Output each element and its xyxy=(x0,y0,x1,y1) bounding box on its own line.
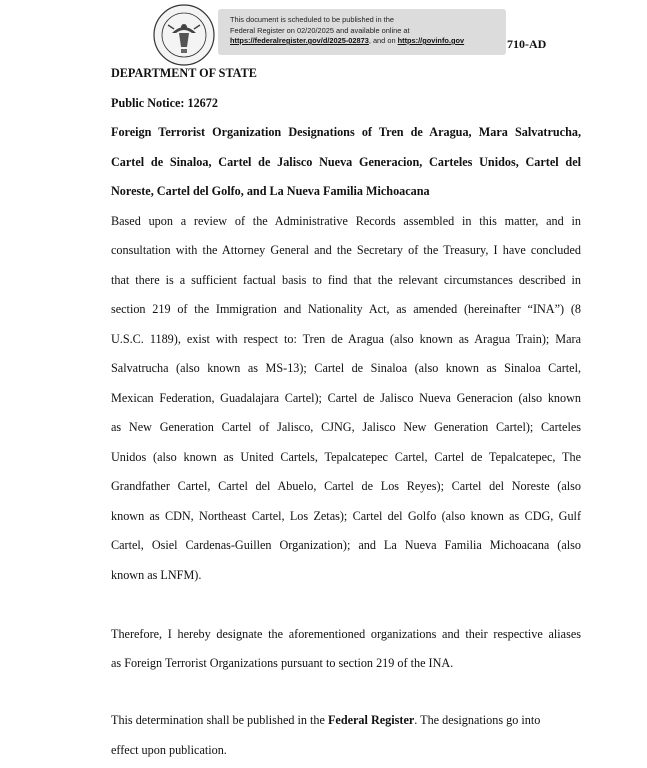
public-notice-number: Public Notice: 12672 xyxy=(111,96,218,110)
notice-mid-text: , and on xyxy=(368,36,398,45)
paragraph-line: Cartel, Osiel Cardenas-Guillen Organization); and La Nueva Familia Michoacana (also xyxy=(111,538,581,552)
paragraph-line: that there is a sufficient factual basis to find that the relevant circumstances described in xyxy=(111,273,581,287)
notice-line-2: Federal Register on 02/20/2025 and available online at xyxy=(230,25,410,35)
govinfo-link[interactable]: https://govinfo.gov xyxy=(397,36,465,45)
para3-prefix: This determination shall be published in the xyxy=(111,713,328,727)
paragraph-line: effect upon publication. xyxy=(111,743,227,757)
publication-notice-box xyxy=(218,9,506,55)
paragraph-line: Mexican Federation, Guadalajara Cartel); Cartel de Jalisco Nueva Generacion (also known xyxy=(111,391,581,405)
department-heading: DEPARTMENT OF STATE xyxy=(111,66,257,80)
paragraph-line: section 219 of the Immigration and Nationality Act, as amended (hereinafter “INA”) (8 xyxy=(111,302,581,316)
para3-suffix: . The designations go into xyxy=(414,713,541,727)
paragraph-line: Salvatrucha (also known as MS-13); Cartel de Sinaloa (also known as Sinaloa Cartel, xyxy=(111,361,581,375)
document-number: 710-AD xyxy=(507,37,547,51)
paragraph-line: Grandfather Cartel, Cartel del Abuelo, Cartel de Los Reyes); Cartel del Noreste (also xyxy=(111,479,581,493)
paragraph-line: known as CDN, Northeast Cartel, Los Zetas); Cartel del Golfo (also known as CDG, Gulf xyxy=(111,509,581,523)
notice-line-1: This document is scheduled to be published in the xyxy=(230,15,394,24)
national-archives-seal-icon xyxy=(152,3,216,67)
paragraph-line: U.S.C. 1189), exist with respect to: Tren de Aragua (also known as Aragua Train); Mara xyxy=(111,332,581,346)
federal-register-link[interactable]: https://federalregister.gov/d/2025-02873 xyxy=(230,36,369,45)
federal-register-emphasis: Federal Register xyxy=(327,713,415,727)
paragraph-line: Based upon a review of the Administrative Records assembled in this matter, and in xyxy=(111,214,581,228)
paragraph-line: as New Generation Cartel of Jalisco, CJNG, Jalisco New Generation Cartel); Carteles xyxy=(111,420,581,434)
paragraph-line: as Foreign Terrorist Organizations pursuant to section 219 of the INA. xyxy=(111,656,454,670)
paragraph-line: consultation with the Attorney General and the Secretary of the Treasury, I have concluded xyxy=(111,243,581,257)
notice-line-3 xyxy=(230,36,506,47)
paragraph-line: known as LNFM). xyxy=(111,568,202,582)
paragraph-line: Unidos (also known as United Cartels, Tepalcatepec Cartel, Cartel de Tepalcatepec, The xyxy=(111,450,581,464)
title-line: Noreste, Cartel del Golfo, and La Nueva Familia Michoacana xyxy=(111,184,430,198)
paragraph-line xyxy=(111,713,581,728)
title-line: Cartel de Sinaloa, Cartel de Jalisco Nueva Generacion, Carteles Unidos, Cartel del xyxy=(111,155,581,169)
paragraph-line: Therefore, I hereby designate the aforementioned organizations and their respective aliases xyxy=(111,627,581,641)
title-line: Foreign Terrorist Organization Designations of Tren de Aragua, Mara Salvatrucha, xyxy=(111,125,581,139)
